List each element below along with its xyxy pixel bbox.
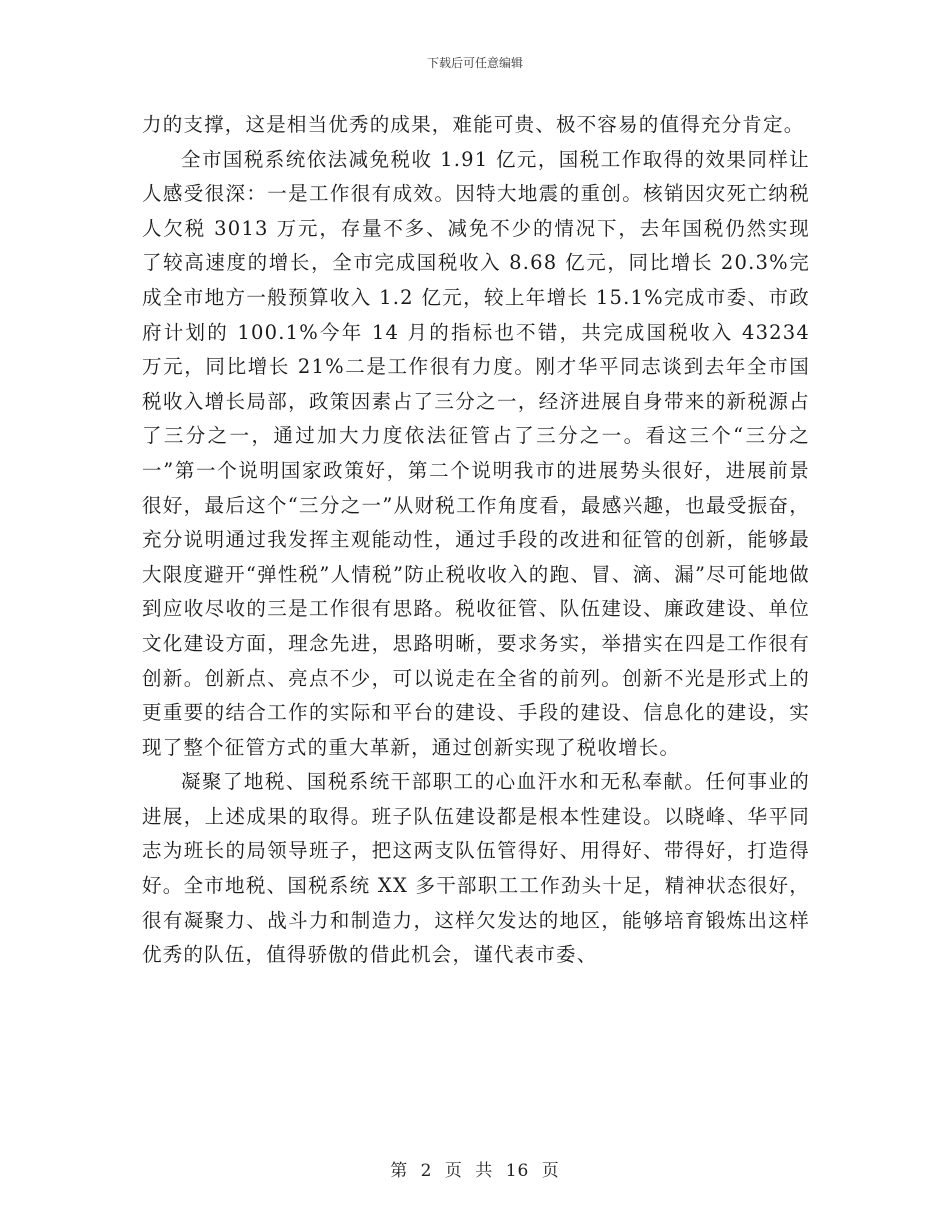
paragraph-2: 全市国税系统依法减免税收 1.91 亿元，国税工作取得的效果同样让人感受很深：一是工作很有成效。因特大地震的重创。核销因灾死亡纳税人欠税 3013 万元，存量不多、减免不少的情况下，去年国税仍然实现了较高速度的增长，全市完成国税收入 8.68 亿元，同比增长 20.3%完成全市地方一般预算收入 1.2 亿元，较上年增长 15.1%完成市委、市政府计划的 100.1%今年 14 月的指标也不错，共完成国税收入 43234 万元，同比增长 21%二是工作很有力度。刚才华平同志谈到去年全市国税收入增长局部，政策因素占了三分之一，经济进展自身带来的新税源占了三分之一，通过加大力度依法征管占了三分之一。看这三个“三分之一”第一个说明国家政策好，第二个说明我市的进展势头很好，进展前景很好，最后这个“三分之一”从财税工作角度看，最感兴趣，也最受振奋，充分说明通过我发挥主观能动性，通过手段的改进和征管的创新，能够最大限度避开“弹性税”人情税”防止税收收入的跑、冒、滴、漏”尽可能地做到应收尽收的三是工作很有思路。税收征管、队伍建设、廉政建设、单位文化建设方面，理念先进，思路明晰，要求务实，举措实在四是工作很有创新。创新点、亮点不少，可以说走在全省的前列。创新不光是形式上的更重要的结合工作的实际和平台的建设、手段的建设、信息化的建设，实现了整个征管方式的重大革新，通过创新实现了税收增长。	[142, 147, 810, 759]
page-header: 下载后可任意编辑	[426, 56, 523, 70]
paragraph-3: 凝聚了地税、国税系统干部职工的心血汗水和无私奉献。任何事业的进展，上述成果的取得。班子队伍建设都是根本性建设。以晓峰、华平同志为班长的局领导班子，把这两支队伍管得好、用得好、带得好，打造得好。全市地税、国税系统 XX 多干部职工工作劲头十足，精神状态很好，很有凝聚力、战斗力和制造力，这样欠发达的地区，能够培育锻炼出这样优秀的队伍，值得骄傲的借此机会，谨代表市委、	[142, 770, 810, 967]
document-body	[142, 108, 810, 973]
page-footer: 第 2 页 共 16 页	[390, 1161, 560, 1181]
paragraph-1: 力的支撑，这是相当优秀的成果，难能可贵、极不容易的值得充分肯定。	[142, 113, 805, 136]
